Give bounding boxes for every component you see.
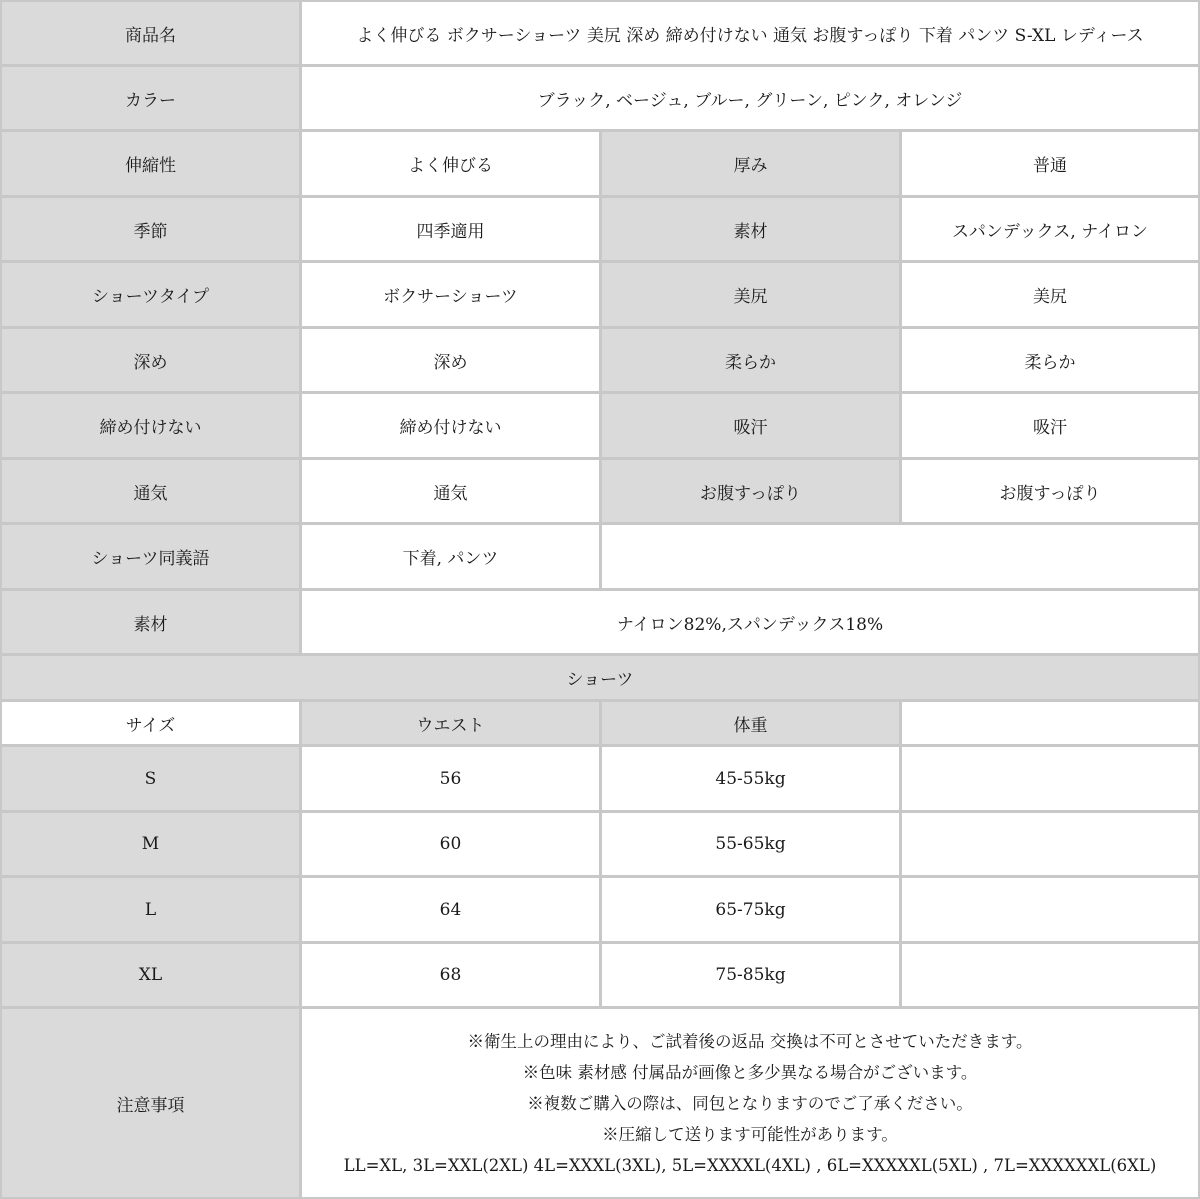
material-label: 素材 xyxy=(2,591,299,653)
spec-row-label: 通気 xyxy=(2,460,299,522)
spec-row-value: ボクサーショーツ xyxy=(302,263,599,326)
spec-row-value: 美尻 xyxy=(902,263,1198,326)
spec-row-value: 締め付けない xyxy=(302,394,599,457)
size-cell: XL xyxy=(2,944,299,1006)
waist-cell: 60 xyxy=(302,813,599,875)
weight-cell: 55-65kg xyxy=(602,813,899,875)
empty-cell xyxy=(902,878,1198,941)
spec-row-label: 素材 xyxy=(602,198,899,260)
spec-row-value: 吸汗 xyxy=(902,394,1198,457)
spec-row-value: 深め xyxy=(302,329,599,391)
spec-row-label: お腹すっぽり xyxy=(602,460,899,522)
spec-row-label: 厚み xyxy=(602,132,899,195)
product-name-label: 商品名 xyxy=(2,2,299,64)
size-cell: L xyxy=(2,878,299,941)
spec-row-value: 柔らか xyxy=(902,329,1198,391)
weight-cell: 45-55kg xyxy=(602,747,899,810)
spec-row-label: 柔らか xyxy=(602,329,899,391)
notes-line: ※複数ご購入の際は、同包となりますのでご了承ください。 xyxy=(527,1093,973,1113)
empty-cell xyxy=(902,747,1198,810)
empty-cell xyxy=(902,944,1198,1006)
size-cell: M xyxy=(2,813,299,875)
synonym-value: 下着, パンツ xyxy=(302,525,599,588)
notes-line: LL=XL, 3L=XXL(2XL) 4L=XXXL(3XL), 5L=XXXXL(4XL) , 6L=XXXXXL(5XL) , 7L=XXXXXXL(6XL) xyxy=(343,1155,1157,1175)
spec-row-value: 普通 xyxy=(902,132,1198,195)
product-name-value: よく伸びる ボクサーショーツ 美尻 深め 締め付けない 通気 お腹すっぽり 下着 パンツ S-XL レディース xyxy=(302,2,1198,64)
notes-line: ※色味 素材感 付属品が画像と多少異なる場合がございます。 xyxy=(522,1062,978,1082)
spec-row-value: 通気 xyxy=(302,460,599,522)
spec-row-label: 美尻 xyxy=(602,263,899,326)
empty-cell xyxy=(602,525,1198,588)
spec-row-label: 吸汗 xyxy=(602,394,899,457)
size-header-empty xyxy=(902,702,1198,744)
spec-row-value: お腹すっぽり xyxy=(902,460,1198,522)
notes-line: ※圧縮して送ります可能性があります。 xyxy=(602,1124,898,1144)
synonym-label: ショーツ同義語 xyxy=(2,525,299,588)
spec-row-label: 季節 xyxy=(2,198,299,260)
notes-content xyxy=(302,1009,1198,1197)
weight-cell: 75-85kg xyxy=(602,944,899,1006)
waist-cell: 56 xyxy=(302,747,599,810)
notes-label: 注意事項 xyxy=(2,1009,299,1197)
spec-row-value: 四季適用 xyxy=(302,198,599,260)
notes-line: ※衛生上の理由により、ご試着後の返品 交換は不可とさせていただきます。 xyxy=(467,1031,1033,1051)
weight-cell: 65-75kg xyxy=(602,878,899,941)
spec-row-value: よく伸びる xyxy=(302,132,599,195)
waist-cell: 64 xyxy=(302,878,599,941)
empty-cell xyxy=(902,813,1198,875)
spec-row-label: ショーツタイプ xyxy=(2,263,299,326)
spec-row-label: 伸縮性 xyxy=(2,132,299,195)
waist-cell: 68 xyxy=(302,944,599,1006)
size-header-waist: ウエスト xyxy=(302,702,599,744)
material-value: ナイロン82%,スパンデックス18% xyxy=(302,591,1198,653)
size-header-size: サイズ xyxy=(2,702,299,744)
spec-row-label: 深め xyxy=(2,329,299,391)
size-header-weight: 体重 xyxy=(602,702,899,744)
spec-row-label: 締め付けない xyxy=(2,394,299,457)
color-value: ブラック, ベージュ, ブルー, グリーン, ピンク, オレンジ xyxy=(302,67,1198,129)
spec-row-value: スパンデックス, ナイロン xyxy=(902,198,1198,260)
color-label: カラー xyxy=(2,67,299,129)
size-cell: S xyxy=(2,747,299,810)
size-chart-title: ショーツ xyxy=(2,656,1198,699)
